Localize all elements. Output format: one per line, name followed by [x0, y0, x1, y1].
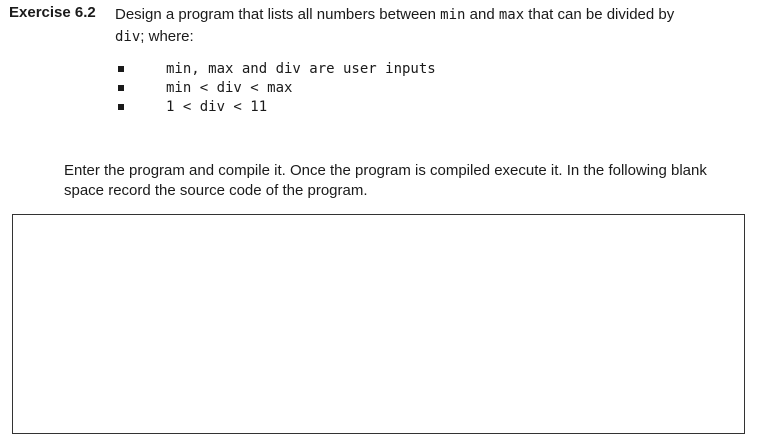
exercise-label: Exercise 6.2	[9, 4, 96, 21]
exercise-prompt	[115, 4, 745, 48]
prompt-where: ; where:	[140, 28, 194, 45]
bullet-square-icon	[118, 85, 124, 91]
condition-text: min < div < max	[166, 80, 293, 96]
condition-text: min, max and div are user inputs	[166, 61, 436, 77]
prompt-text-1: Design a program that lists all numbers between	[115, 6, 441, 23]
prompt-text-and: and	[465, 6, 499, 23]
bullet-square-icon	[118, 66, 124, 72]
code-max: max	[498, 7, 525, 23]
code-min: min	[440, 7, 466, 23]
instructions-text: Enter the program and compile it. Once the program is compiled execute it. In the following blank space record the source code of the program.	[64, 162, 707, 199]
bullet-square-icon	[118, 104, 124, 110]
answer-box[interactable]	[12, 214, 745, 434]
prompt-text-2: that can be divided by	[524, 6, 675, 23]
code-div: div	[115, 29, 141, 45]
condition-text: 1 < div < 11	[166, 99, 268, 115]
